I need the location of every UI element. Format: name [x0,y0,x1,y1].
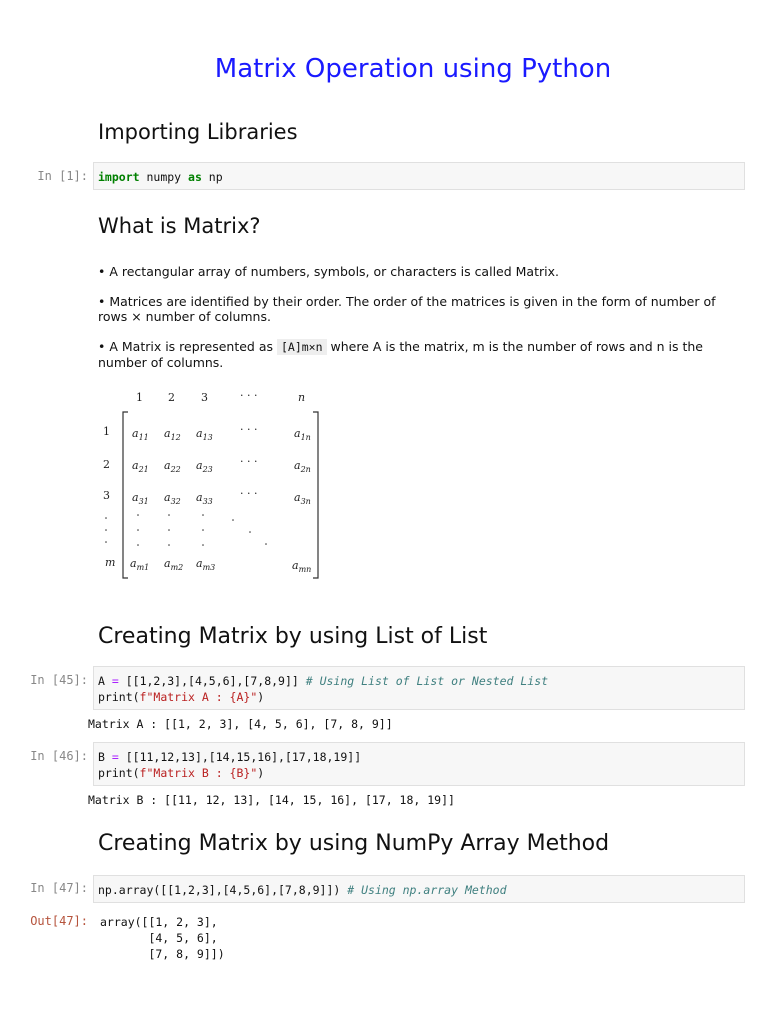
matrix-entry: $a_{22}$ [164,459,181,475]
col-header: · · · [240,389,258,402]
matrix-figure [98,385,328,585]
cell-prompt-45: In [45]: [30,673,88,687]
matrix-entry: $a_{21}$ [132,459,149,475]
cell-prompt-1: In [1]: [37,169,88,183]
bullet-1: • A rectangular array of numbers, symbols, or characters is called Matrix. [98,264,559,279]
code-string: f"Matrix A : {A}" [139,690,258,704]
matrix-entry: $a_{32}$ [164,491,181,507]
code-comment: # Using np.array Method [347,883,507,897]
inline-code: [A]m×n [277,339,327,355]
code-operator: = [111,750,119,764]
matrix-entry: · · · [240,487,258,500]
heading-numpy-array: Creating Matrix by using NumPy Array Method [98,831,610,856]
heading-list-of-list: Creating Matrix by using List of List [98,624,488,649]
code-module: numpy [139,170,189,184]
matrix-entry: $a_{m3}$ [196,557,216,573]
code-paren: ) [257,766,265,780]
cell-out-prompt-47: Out[47]: [30,914,88,928]
matrix-entry: $a_{m1}$ [130,557,150,573]
cell-prompt-47: In [47]: [30,881,88,895]
col-header: n [298,391,306,404]
row-header: 3 [103,489,110,502]
code-operator: = [111,674,119,688]
row-header: 2 [103,458,110,471]
matrix-entry: $a_{mn}$ [292,559,312,575]
col-header: 2 [168,391,175,404]
matrix-entry: $a_{23}$ [196,459,213,475]
bullet-3 [98,339,738,370]
code-paren: ) [257,690,265,704]
matrix-entry: · · · [240,455,258,468]
matrix-entry: $a_{11}$ [132,427,149,443]
heading-importing: Importing Libraries [98,120,298,144]
code-expression: np.array([[1,2,3],[4,5,6],[7,8,9]]) [98,883,348,897]
code-alias: np [201,170,223,184]
cell-output-45: Matrix A : [[1, 2, 3], [4, 5, 6], [7, 8, 9]] [88,717,393,731]
cell-output-46: Matrix B : [[11, 12, 13], [14, 15, 16], [17, 18, 19]] [88,793,455,807]
code-string: f"Matrix B : {B}" [139,766,258,780]
matrix-entry: $a_{13}$ [196,427,213,443]
row-header: m [105,556,116,569]
code-cell-46[interactable] [93,742,745,786]
code-var: A [98,674,112,688]
matrix-brackets [98,385,328,585]
code-value: [[1,2,3],[4,5,6],[7,8,9]] [118,674,306,688]
matrix-entry: $a_{3n}$ [294,491,311,507]
code-cell-1[interactable] [93,162,745,190]
code-cell-47[interactable] [93,875,745,903]
bullet-3-post: where A is the matrix, m is the number of rows and n is the number of columns. [98,339,703,370]
row-header: 1 [103,425,110,438]
matrix-entry: $a_{33}$ [196,491,213,507]
heading-what-is-matrix: What is Matrix? [98,214,261,238]
code-comment: # Using List of List or Nested List [305,674,549,688]
matrix-entry: $a_{m2}$ [164,557,184,573]
page-title: Matrix Operation using Python [214,54,612,84]
col-header: 1 [136,391,143,404]
matrix-entry: · · · [240,423,258,436]
matrix-entry: $a_{31}$ [132,491,149,507]
col-header: 3 [201,391,208,404]
code-keyword: import [98,170,140,184]
cell-output-47: array([[1, 2, 3], [4, 5, 6], [7, 8, 9]]) [100,915,225,961]
code-function: print( [98,766,140,780]
matrix-entry: $a_{1n}$ [294,427,311,443]
matrix-entry: $a_{12}$ [164,427,181,443]
matrix-entry: $a_{2n}$ [294,459,311,475]
code-cell-45[interactable] [93,666,745,710]
code-function: print( [98,690,140,704]
bullet-2: • Matrices are identified by their order. The order of the matrices is given in the form of number of rows × number of columns. [98,294,716,324]
cell-prompt-46: In [46]: [30,749,88,763]
bullet-3-pre: • A Matrix is represented as [98,339,277,354]
code-var: B [98,750,112,764]
code-value: [[11,12,13],[14,15,16],[17,18,19]] [118,750,362,764]
code-keyword: as [188,170,202,184]
